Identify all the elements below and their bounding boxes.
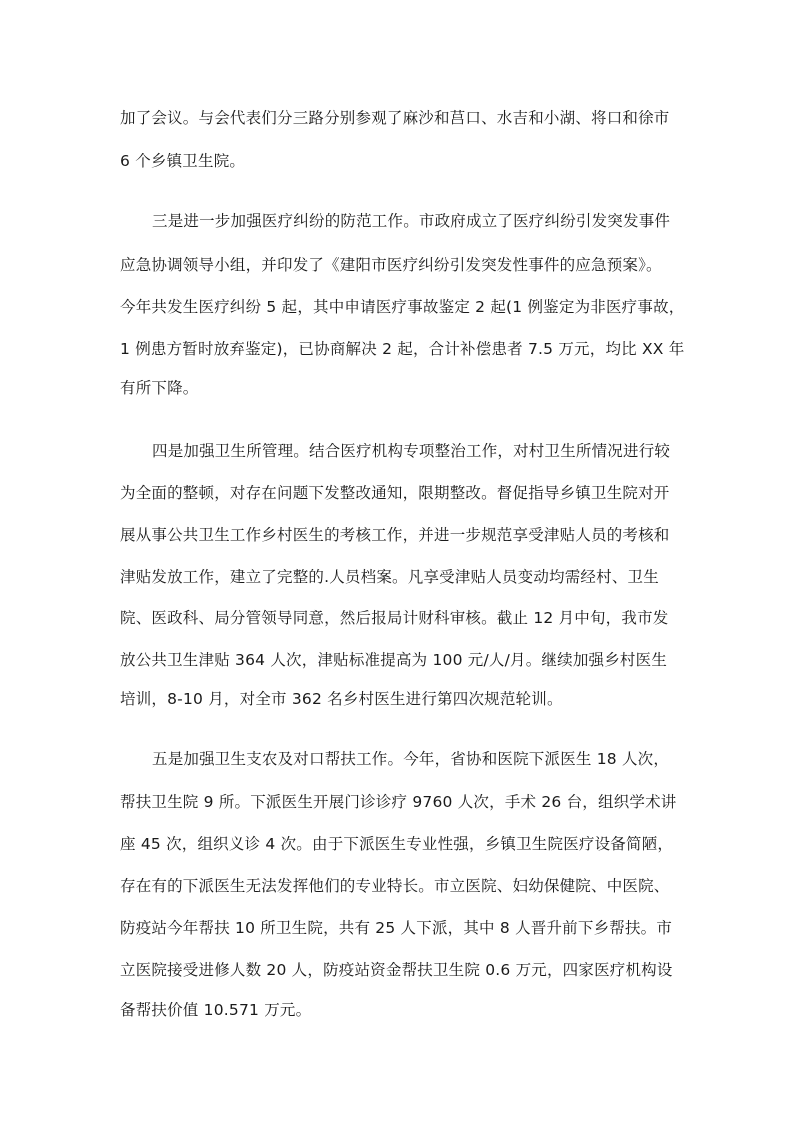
text-line: 今年共发生医疗纠纷 5 起，其中申请医疗事故鉴定 2 起(1 例鉴定为非医疗事故， <box>120 298 685 316</box>
text-line: 存在有的下派医生无法发挥他们的专业特长。市立医院、妇幼保健院、中医院、 <box>120 877 670 895</box>
text-line: 院、医政科、局分管领导同意，然后报局计财科审核。截止 12 月中旬，我市发 <box>120 609 669 627</box>
text-line: 培训，8-10 月，对全市 362 名乡村医生进行第四次规范轮训。 <box>120 690 563 708</box>
text-line: 备帮扶价值 10.571 万元。 <box>120 1001 312 1019</box>
text-line: 立医院接受进修人数 20 人，防疫站资金帮扶卫生院 0.6 万元，四家医疗机构设 <box>120 961 673 979</box>
text-line: 有所下降。 <box>120 379 199 397</box>
text-line: 防疫站今年帮扶 10 所卫生院，共有 25 人下派，其中 8 人晋升前下乡帮扶。市 <box>120 919 673 937</box>
text-line: 加了会议。与会代表们分三路分别参观了麻沙和莒口、水吉和小湖、将口和徐市 <box>120 109 670 127</box>
text-line: 展从事公共卫生工作乡村医生的考核工作，并进一步规范享受津贴人员的考核和 <box>120 526 670 544</box>
text-line: 津贴发放工作，建立了完整的.人员档案。凡享受津贴人员变动均需经村、卫生 <box>120 568 659 586</box>
text-line: 三是进一步加强医疗纠纷的防范工作。市政府成立了医疗纠纷引发突发事件 <box>152 212 671 230</box>
text-line: 为全面的整顿，对存在问题下发整改通知，限期整改。督促指导乡镇卫生院对开 <box>120 484 670 502</box>
text-line: 座 45 次，组织义诊 4 次。由于下派医生专业性强，乡镇卫生院医疗设备简陋， <box>120 835 674 853</box>
text-line: 6 个乡镇卫生院。 <box>120 152 246 170</box>
text-line: 帮扶卫生院 9 所。下派医生开展门诊诊疗 9760 人次，手术 26 台，组织学术讲 <box>120 793 677 811</box>
text-line: 放公共卫生津贴 364 人次，津贴标准提高为 100 元/人/月。继续加强乡村医生 <box>120 651 668 669</box>
text-line: 四是加强卫生所管理。结合医疗机构专项整治工作，对村卫生所情况进行较 <box>152 442 671 460</box>
text-line: 应急协调领导小组，并印发了《建阳市医疗纠纷引发突发性事件的应急预案》。 <box>120 256 662 274</box>
text-line: 五是加强卫生支农及对口帮扶工作。今年，省协和医院下派医生 18 人次， <box>152 750 670 768</box>
text-line: 1 例患方暂时放弃鉴定)，已协商解决 2 起，合计补偿患者 7.5 万元，均比 XX 年 <box>120 340 685 358</box>
